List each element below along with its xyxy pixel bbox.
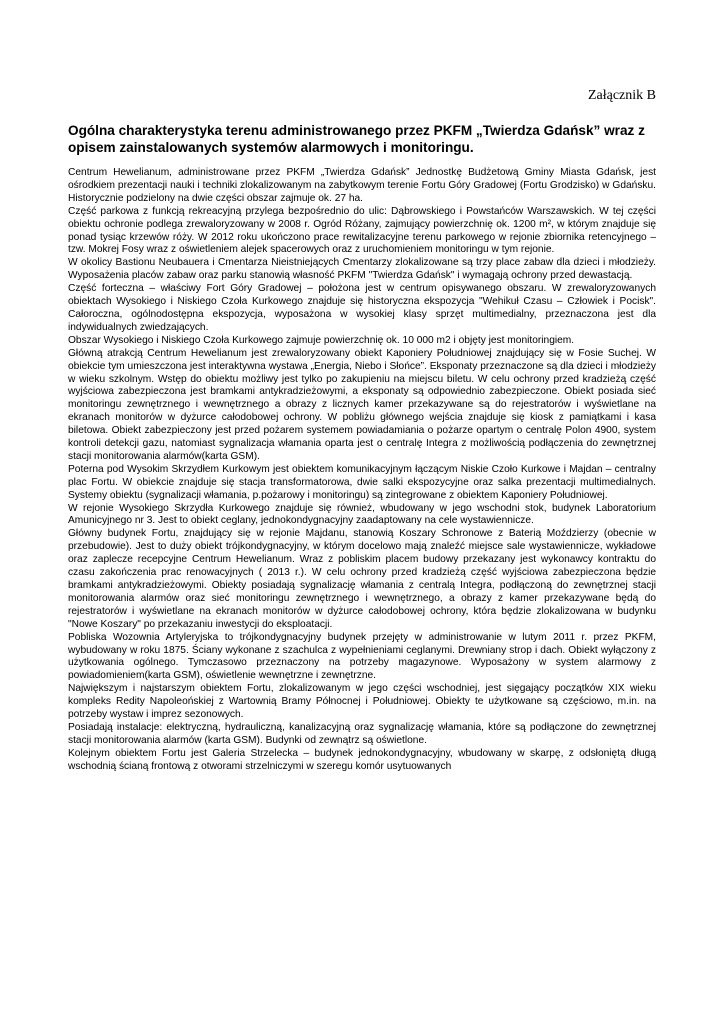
paragraph: Pobliska Wozownia Artyleryjska to trójkondygnacyjny budynek przejęty w administrowanie w lutym 2011 r. przez PKFM, wybudowany w roku 1875. Ściany wykonane z szachulca z wypełnieniami ceglanymi. Drewniany strop i dach. Obiekt wyłączony z użytkowania ogólnego. Tymczasowo przeznaczony na potrzeby magazynowe. Wyposażony w system alarmowy z powiadomieniem(karta GSM), oświetlenie wewnętrzne i zewnętrzne. [68,631,656,682]
paragraph: Poterna pod Wysokim Skrzydłem Kurkowym jest obiektem komunikacyjnym łączącym Niskie Czoło Kurkowe i Majdan – centralny plac Fortu. W obiekcie znajduje się stacja transformatorowa, dwie salki ekspozycyjne oraz salka prezentacji multimedialnych. Systemy obiektu (sygnalizacji włamania, p.pożarowy i monitoringu) są zintegrowane z obiektem Kaponiery Południowej. [68,463,656,501]
paragraph: W okolicy Bastionu Neubauera i Cmentarza Nieistniejących Cmentarzy zlokalizowane są trzy place zabaw dla dzieci i młodzieży. Wyposażenia placów zabaw oraz parku stanowią własność PKFM "Twierdza Gdańsk" i wymagają ochrony przed dewastacją. [68,257,656,282]
paragraph: Największym i najstarszym obiektem Fortu, zlokalizowanym w jego części wschodniej, jest sięgający początków XIX wieku kompleks Redity Napoleońskiej z Wartownią Bramy Północnej i Południowej. Obiekty te użytkowane są częściowo, m.in. na potrzeby wystaw i imprez sezonowych. [68,683,656,721]
annex-label: Załącznik B [587,88,656,103]
paragraph: Część parkowa z funkcją rekreacyjną przylega bezpośrednio do ulic: Dąbrowskiego i Powstańców Warszawskich. W tej części obiektu ochronie podlega zrewaloryzowany w 2008 r. Ogród Różany, zajmujący powierzchnię ok. 1200 m², w którym znajduje się ponad tysiąc krzewów róży. W 2012 roku ukończono prace rewitalizacyjne terenu parkowego w rejonie zbiornika retencyjnego – tzw. Mokrej Fosy wraz z oświetleniem alejek spacerowych oraz z uruchomieniem monitoringu w tym rejonie. [68,205,656,256]
document-title: Ogólna charakterystyka terenu administrowanego przez PKFM „Twierdza Gdańsk” wraz z opisem zainstalowanych systemów alarmowych i monitoringu. [68,123,645,155]
paragraph: Obszar Wysokiego i Niskiego Czoła Kurkowego zajmuje powierzchnię ok. 10 000 m2 i objęty jest monitoringiem. [68,334,575,346]
paragraph: Główną atrakcją Centrum Hewelianum jest zrewaloryzowany obiekt Kaponiery Południowej znajdujący się w Fosie Suchej. W obiekcie tym umieszczona jest interaktywna wystawa „Energia, Niebo i Słońce”. Eksponaty przeznaczone są dla dzieci i młodzieży w wieku szkolnym. Wstęp do obiektu możliwy jest tylko po zakupieniu na miejscu biletu. W celu ochrony przed kradzieżą część wyjściowa zabezpieczona jest bramkami antykradzieżowymi, a eksponaty są odpowiednio zabezpieczone. Obiekt posiada sieć monitoringu zewnętrznego i wewnętrznego a obrazy z licznych kamer przekazywane są do rejestratorów i wyświetlane na ekranach monitorów w dyżurce całodobowej ochrony. W pobliżu głównego wejścia znajduje się kiosk z pamiątkami i kasa biletowa. Obiekt zabezpieczony jest przed pożarem systemem powiadamiania o pożarze opartym o centralę Polon 4900, system kontroli detekcji gazu, natomiast sygnalizacja włamania oparta jest o centralę Integra z możliwością podłączenia do zewnętrznej stacji monitorowania alarmów(karta GSM). [68,347,656,462]
document-body [68,167,656,774]
paragraph: Centrum Hewelianum, administrowane przez PKFM „Twierdza Gdańsk” Jednostkę Budżetową Gminy Miasta Gdańsk, jest ośrodkiem prezentacji nauki i techniki zlokalizowanym na zabytkowym terenie Fortu Góry Gradowej (Fortu Grodzisko) w Gdańsku. Historycznie podzielony na dwie części obszar zajmuje ok. 27 ha. [68,167,656,204]
paragraph: Posiadają instalacje: elektryczną, hydrauliczną, kanalizacyjną oraz sygnalizację włamania, które są podłączone do zewnętrznej stacji monitorowania alarmów (karta GSM). Budynki od zewnątrz są oświetlone. [68,721,656,746]
paragraph: W rejonie Wysokiego Skrzydła Kurkowego znajduje się również, wbudowany w jego wschodni stok, budynek Laboratorium Amunicyjnego nr 3. Jest to obiekt ceglany, jednokondygnacyjny zaadaptowany na cele wystawiennicze. [68,502,656,527]
paragraph: Część forteczna – właściwy Fort Góry Gradowej – położona jest w centrum opisywanego obszaru. W zrewaloryzowanych obiektach Wysokiego i Niskiego Czoła Kurkowego znajduje się historyczna ekspozycja "Wehikuł Czasu – Człowiek i Pocisk". Całoroczna, ogólnodostępna ekspozycja, wyposażona w wysokiej klasy sprzęt multimedialny, przeznaczona jest dla indywidualnych zwiedzających. [68,283,656,333]
paragraph: Kolejnym obiektem Fortu jest Galeria Strzelecka – budynek jednokondygnacyjny, wbudowany w skarpę, z odsłoniętą długą wschodnią ścianą frontową z otworami strzelniczymi w szeregu komór usytuowanych [68,747,656,772]
paragraph: Główny budynek Fortu, znajdujący się w rejonie Majdanu, stanowią Koszary Schronowe z Baterią Moździerzy (obecnie w przebudowie). Jest to duży obiekt trójkondygnacyjny, w którym docelowo mają znaleźć miejsce sale wystawiennicze, wykładowe oraz zaplecze recepcyjne Centrum Hewelianum. Wraz z pobliskim placem budowy przekazany jest wykonawcy kontraktu do czasu zakończenia prac renowacyjnych ( 2013 r.). W celu ochrony przed kradzieżą część wyjściowa zabezpieczona będzie bramkami antykradzieżowymi. Obiekty posiadają sygnalizację włamania z centralą Integra, podłączoną do zewnętrznej stacji monitorowania alarmów oraz sieć monitoringu zewnętrznego i wewnętrznego, a obrazy z kamer przekazywane będą do rejestratorów i wyświetlane na ekranach monitorów w dyżurce całodobowej ochrony, która będzie zlokalizowana w budynku "Nowe Koszary" po przekazaniu inwestycji do eksploatacji. [68,528,656,630]
